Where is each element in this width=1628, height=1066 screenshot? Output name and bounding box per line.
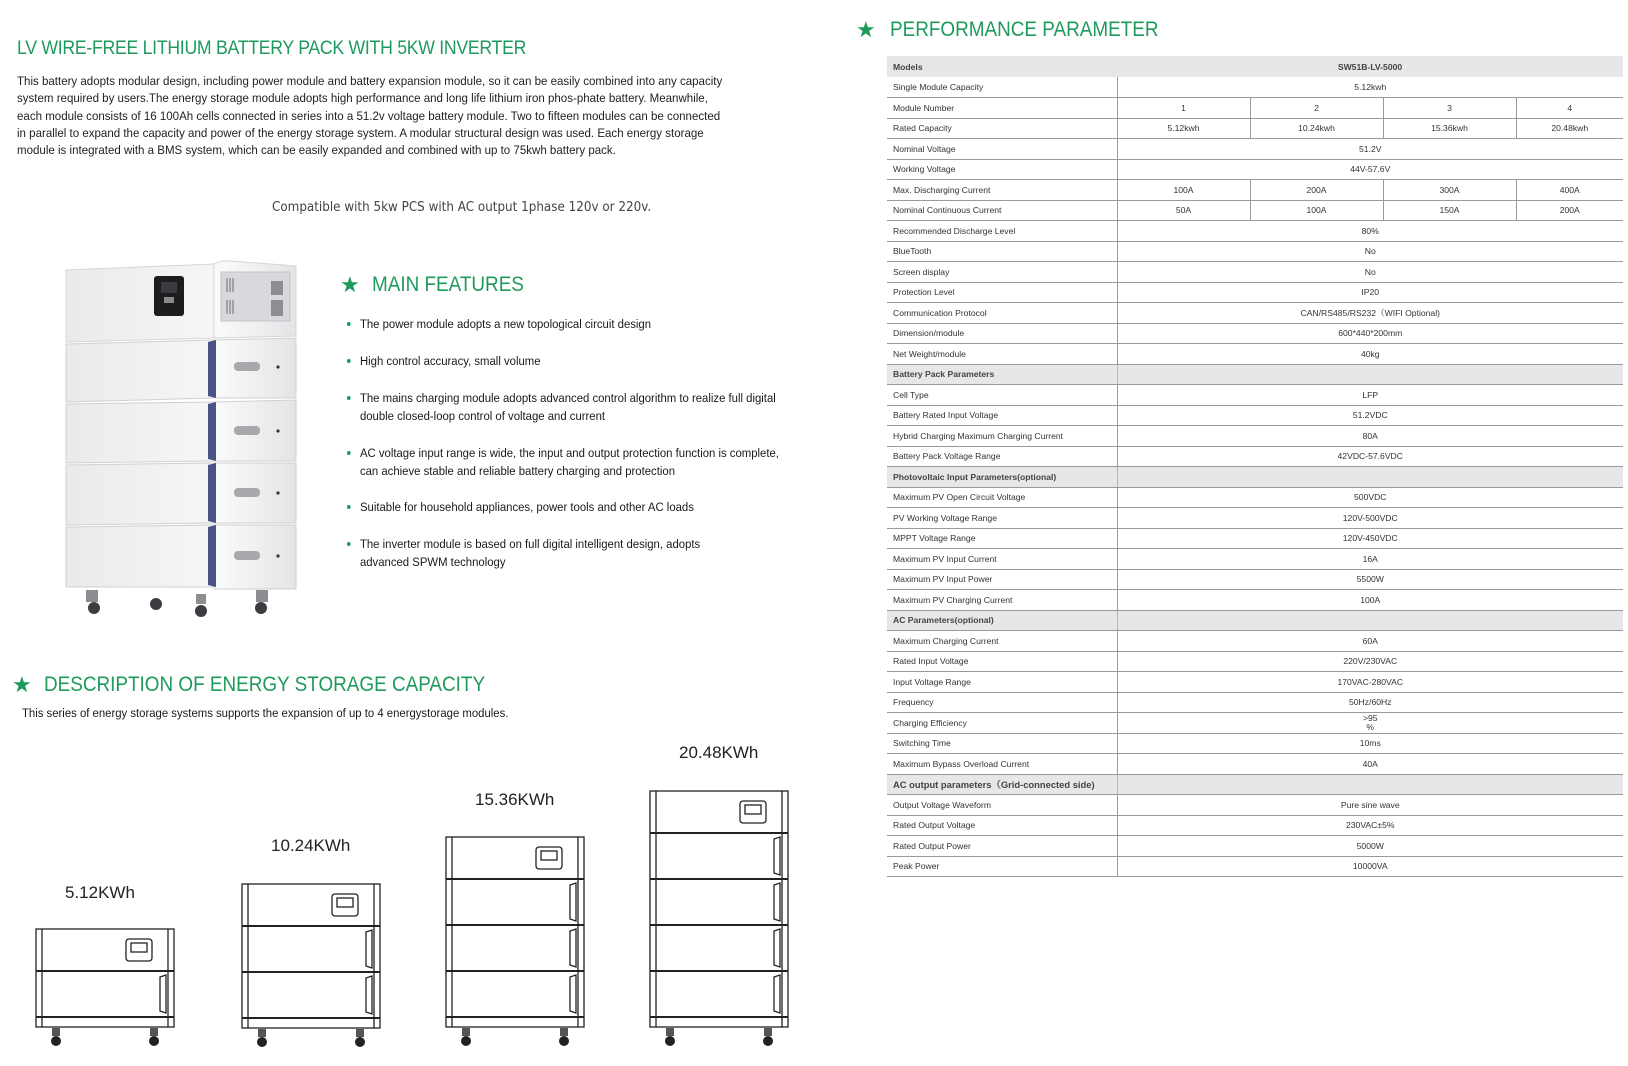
compatibility-note: Compatible with 5kw PCS with AC output 1phase 120v or 220v. <box>272 200 652 215</box>
battery-cabinet-image <box>56 256 322 626</box>
section-row-ac-output: AC output parameters（Grid-connected side) <box>887 774 1623 795</box>
capacity-label-4: 20.48KWh <box>679 743 759 762</box>
table-row: Charging Efficiency >95 % <box>887 713 1623 734</box>
capacity-header <box>12 672 534 698</box>
stack-drawing-4-modules <box>648 787 790 1055</box>
capacity-description: This series of energy storage systems supports the expansion of up to 4 energystorage modules. <box>22 706 509 720</box>
table-row: Maximum PV Input Power 5500W <box>887 569 1623 590</box>
section-row-pv: Photovoltaic Input Parameters(optional) <box>887 467 1623 488</box>
table-row: Communication Protocol CAN/RS485/RS232（WIFI Optional) <box>887 303 1623 324</box>
main-features-heading: MAIN FEATURES <box>371 273 524 296</box>
table-row: Module Number 1 2 3 4 <box>887 98 1623 119</box>
module-3 <box>66 463 296 525</box>
table-row: PV Working Voltage Range 120V-500VDC <box>887 508 1623 529</box>
table-row: BlueTooth No <box>887 241 1623 262</box>
feature-item: AC voltage input range is wide, the input and output protection function is complete, can achieve stable and reliable battery charging and protection <box>346 444 783 480</box>
table-row: Recommended Discharge Level 80% <box>887 221 1623 242</box>
table-row: Rated Output Power 5000W <box>887 836 1623 857</box>
table-row: MPPT Voltage Range 120V-450VDC <box>887 528 1623 549</box>
section-row-ac: AC Parameters(optional) <box>887 610 1623 631</box>
module-4 <box>66 525 296 589</box>
feature-item: High control accuracy, small volume <box>346 352 541 370</box>
models-label: Models <box>887 56 1117 77</box>
capacity-heading: DESCRIPTION OF ENERGY STORAGE CAPACITY <box>43 673 485 696</box>
table-row: Single Module Capacity 5.12kwh <box>887 77 1623 98</box>
table-row: Rated Output Voltage 230VAC±5% <box>887 815 1623 836</box>
table-row: Rated Input Voltage 220V/230VAC <box>887 651 1623 672</box>
table-row: Battery Rated Input Voltage 51.2VDC <box>887 405 1623 426</box>
table-row: Working Voltage 44V-57.6V <box>887 159 1623 180</box>
star-icon: ★ <box>340 272 360 297</box>
star-icon: ★ <box>12 672 32 697</box>
table-row: Nominal Voltage 51.2V <box>887 139 1623 160</box>
table-row: Output Voltage Waveform Pure sine wave <box>887 795 1623 816</box>
performance-header <box>856 17 1188 43</box>
table-row: Maximum PV Charging Current 100A <box>887 590 1623 611</box>
stack-drawing-1-module <box>34 925 176 1053</box>
capacity-label-3: 15.36KWh <box>475 790 555 809</box>
section-row-battery-pack: Battery Pack Parameters <box>887 364 1623 385</box>
table-row: Screen display No <box>887 262 1623 283</box>
table-row: Peak Power 10000VA <box>887 856 1623 877</box>
capacity-label-1: 5.12KWh <box>65 883 135 902</box>
table-row: Maximum Charging Current 60A <box>887 631 1623 652</box>
table-row: Frequency 50Hz/60Hz <box>887 692 1623 713</box>
table-row: Maximum Bypass Overload Current 40A <box>887 754 1623 775</box>
table-row: Net Weight/module 40kg <box>887 344 1623 365</box>
feature-item: Suitable for household appliances, power tools and other AC loads <box>346 498 694 516</box>
table-row: Rated Capacity 5.12kwh 10.24kwh 15.36kwh 20.48kwh <box>887 118 1623 139</box>
table-row: Battery Pack Voltage Range 42VDC-57.6VDC <box>887 446 1623 467</box>
main-features-header <box>340 272 541 298</box>
feature-item: The mains charging module adopts advanced control algorithm to realize full digital double closed-loop control of voltage and current <box>346 389 783 425</box>
table-row: Protection Level IP20 <box>887 282 1623 303</box>
module-1 <box>66 338 296 402</box>
capacity-label-2: 10.24KWh <box>271 836 351 855</box>
stack-drawing-2-modules <box>240 880 382 1055</box>
performance-heading: PERFORMANCE PARAMETER <box>889 18 1159 41</box>
table-header-row <box>887 56 1623 77</box>
table-row: Dimension/module 600*440*200mm <box>887 323 1623 344</box>
table-row: Max. Discharging Current 100A 200A 300A 400A <box>887 180 1623 201</box>
table-row: Input Voltage Range 170VAC-280VAC <box>887 672 1623 693</box>
table-row: Maximum PV Open Circuit Voltage 500VDC <box>887 487 1623 508</box>
stack-drawing-3-modules <box>444 833 586 1055</box>
table-row: Nominal Continuous Current 50A 100A 150A 200A <box>887 200 1623 221</box>
star-icon: ★ <box>856 17 876 42</box>
model-name: SW51B-LV-5000 <box>1117 56 1623 77</box>
module-2 <box>66 400 296 463</box>
spec-table <box>887 56 1623 877</box>
page-title: LV WIRE-FREE LITHIUM BATTERY PACK WITH 5KW INVERTER <box>17 38 527 59</box>
feature-item: The inverter module is based on full digital intelligent design, adopts advanced SPWM technology <box>346 535 746 571</box>
intro-paragraph: This battery adopts modular design, including power module and battery expansion module, so it can be easily combined into any capacity system required by users.The energy storage module adopts high performance and long life lithium iron phos-phate battery. Meanwhile, each module consists of 16 100Ah cells connected in series into a 51.2v voltage battery module. Two to fifteen modules can be connected in parallel to expand the capacity and power of the energy storage system. A modular structural design was used. Each energy storage module is integrated with a BMS system, which can be easily expanded and combined with up to 75kwh battery pack. <box>17 74 723 158</box>
table-row: Maximum PV Input Current 16A <box>887 549 1623 570</box>
table-row: Switching Time 10ms <box>887 733 1623 754</box>
table-row: Hybrid Charging Maximum Charging Current 80A <box>887 426 1623 447</box>
table-row: Cell Type LFP <box>887 385 1623 406</box>
feature-item: The power module adopts a new topological circuit design <box>346 315 651 333</box>
